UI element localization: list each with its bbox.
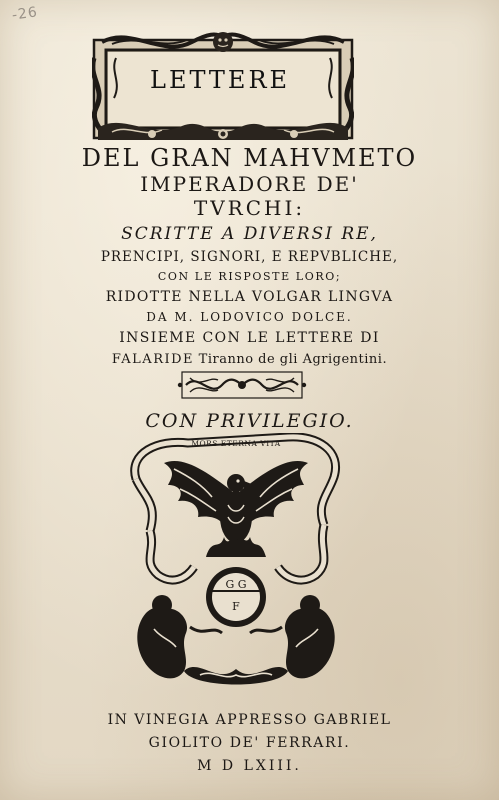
- fleuron-ornament: [176, 370, 308, 400]
- title-line-2: IMPERADORE DE': [140, 172, 359, 196]
- device-motto: MORS ETERNA VITA: [191, 439, 281, 448]
- author-name-rest: Tiranno de gli Agrigentini.: [194, 352, 388, 367]
- imprint-line-1: IN VINEGIA APPRESSO GABRIEL: [107, 712, 392, 728]
- imprint-date: M D LXIII.: [197, 758, 302, 774]
- title-line-5: PRENCIPI, SIGNORI, E REPVBLICHE,: [100, 249, 399, 265]
- imprint-line-2: GIOLITO DE' FERRARI.: [148, 735, 351, 751]
- device-monogram: G G: [225, 578, 247, 591]
- author-name-caps: FALARIDE: [111, 352, 195, 367]
- privilege-line: CON PRIVILEGIO.: [145, 410, 354, 432]
- pencil-annotation: -26: [11, 4, 39, 24]
- device-letter: F: [232, 600, 240, 613]
- author-line: [0, 352, 499, 367]
- title-line-6: CON LE RISPOSTE LORO;: [157, 270, 342, 283]
- cartouche-title: LETTERE: [150, 66, 291, 94]
- title-line-9: INSIEME CON LE LETTERE DI: [119, 330, 380, 346]
- title-line-1: DEL GRAN MAHVMETO: [81, 144, 418, 172]
- title-line-3: TVRCHI:: [193, 196, 306, 220]
- printers-device-phoenix: [128, 433, 344, 695]
- title-line-8: DA M. LODOVICO DOLCE.: [146, 310, 353, 324]
- title-line-7: RIDOTTE NELLA VOLGAR LINGVA: [105, 289, 394, 305]
- title-line-4: SCRITTE A DIVERSI RE,: [121, 224, 378, 244]
